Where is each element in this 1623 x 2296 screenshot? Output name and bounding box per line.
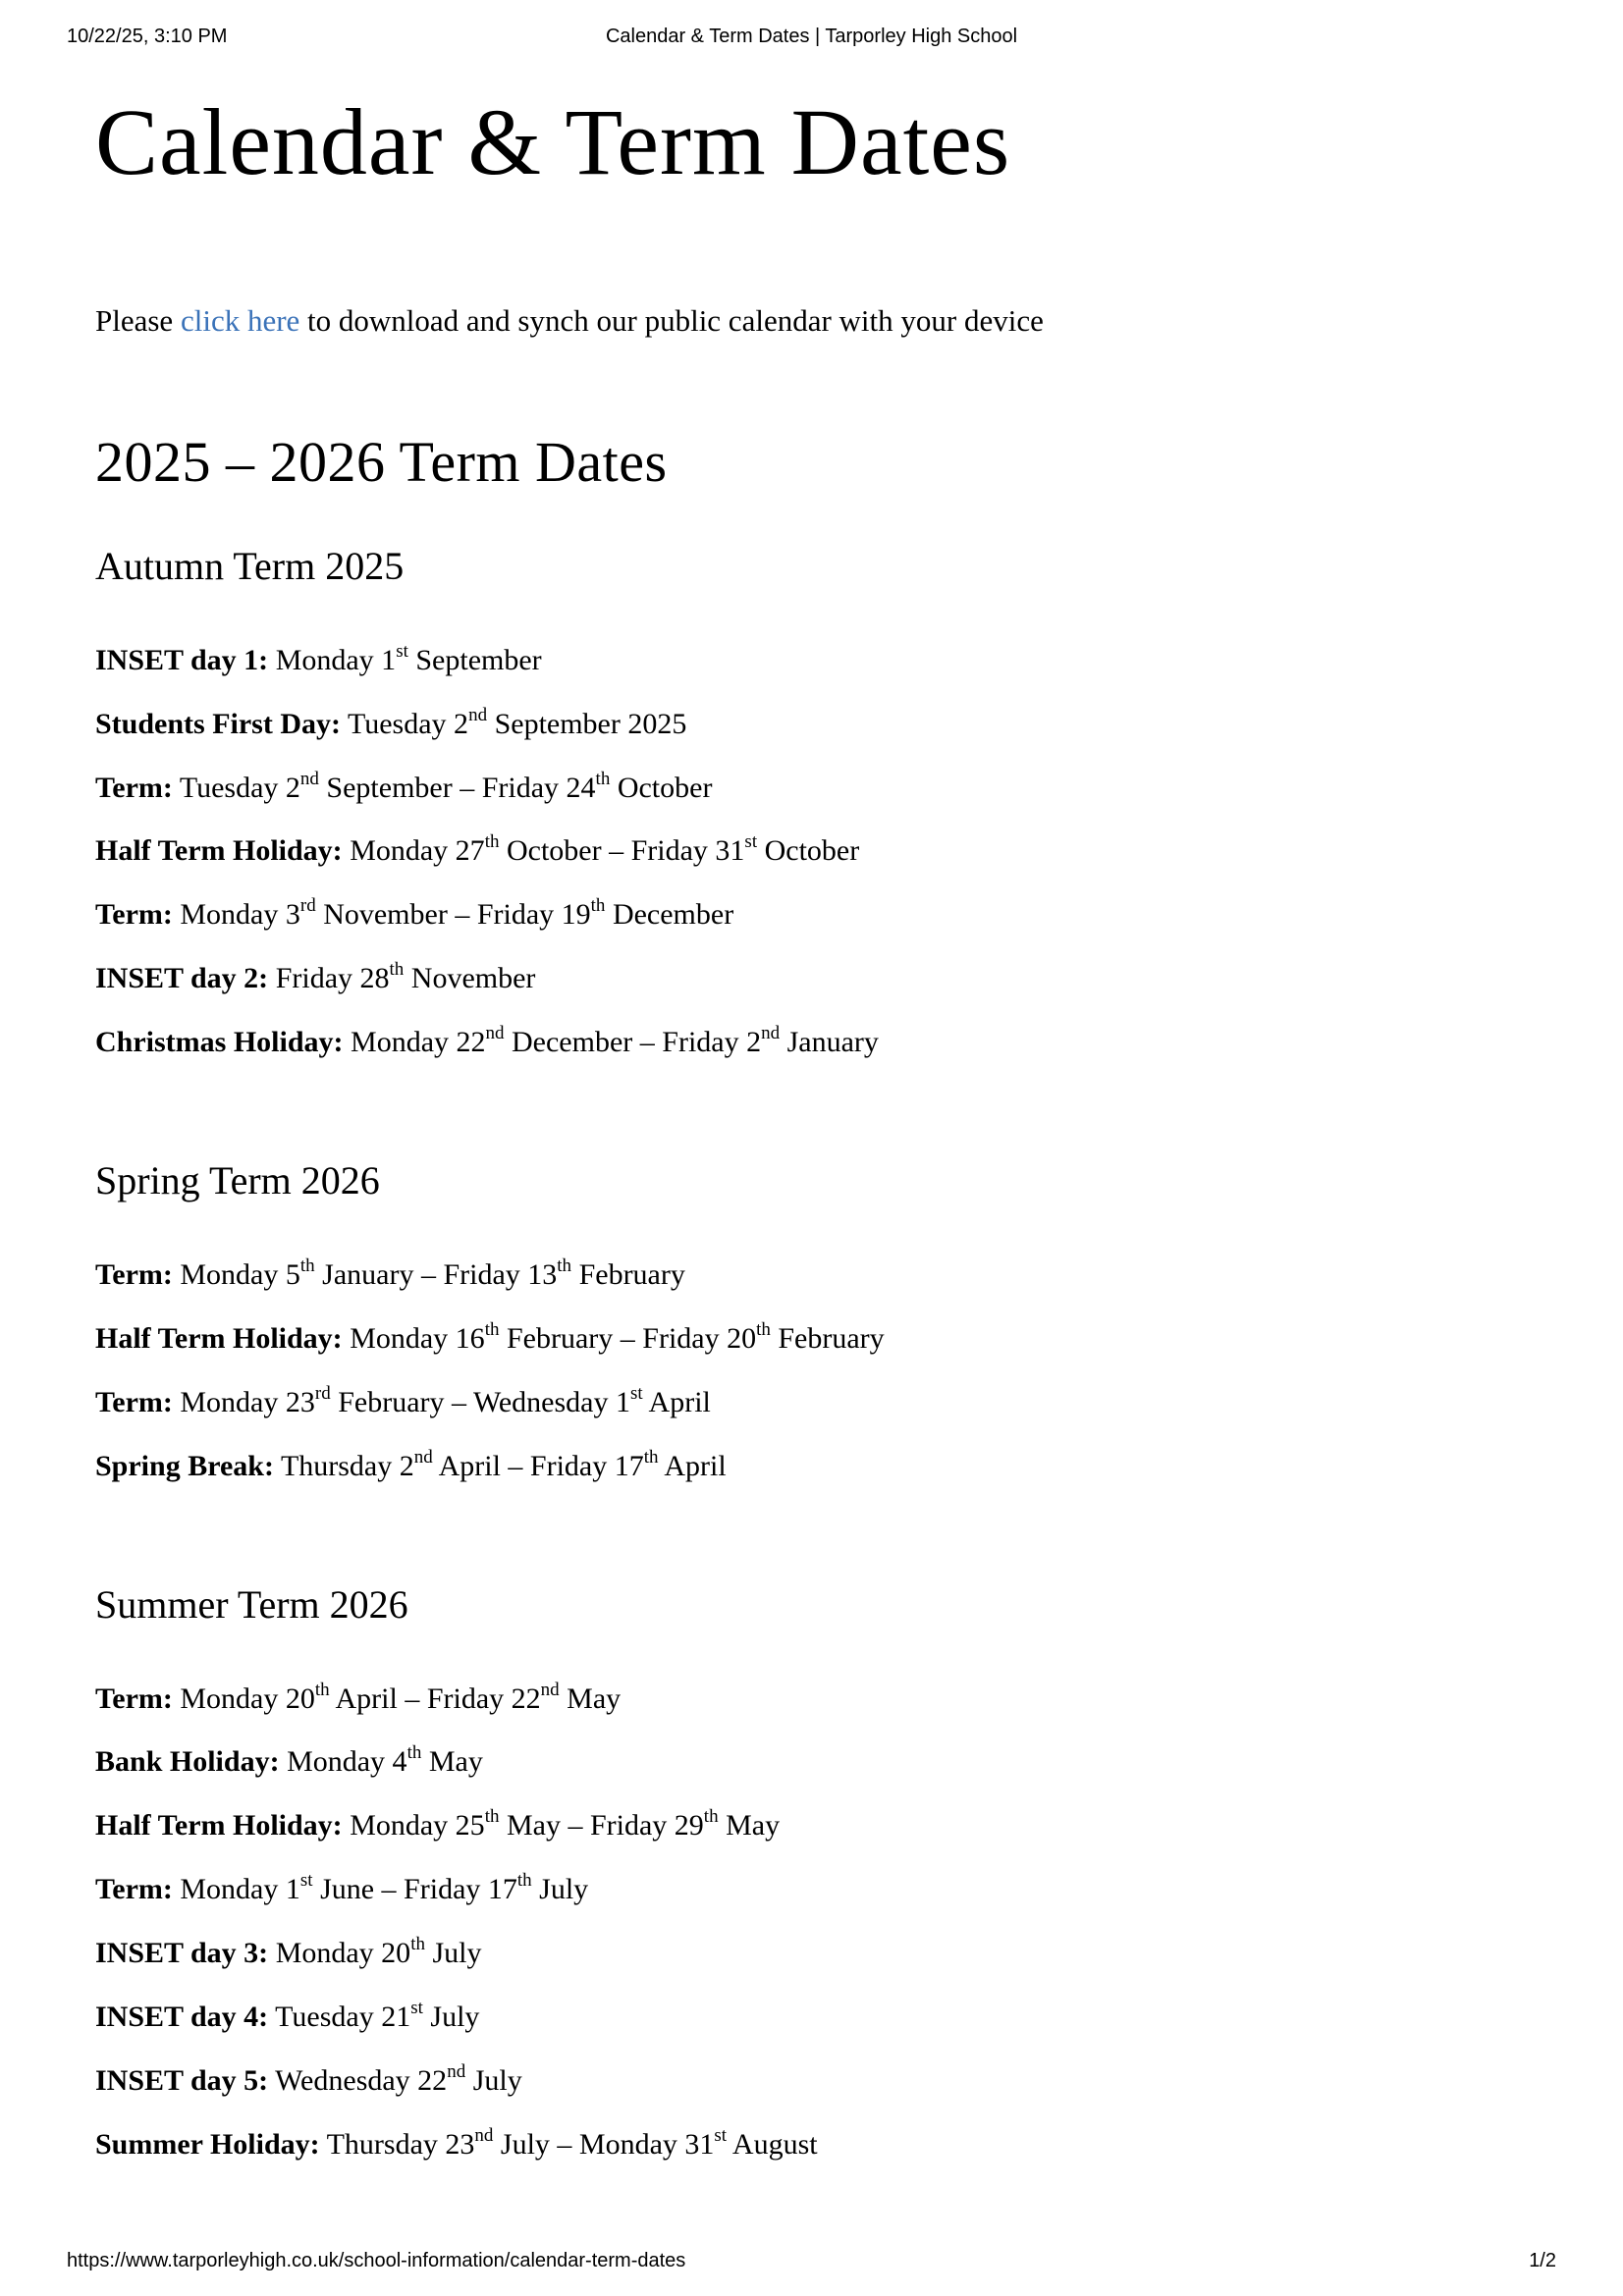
entry-label: Bank Holiday: — [95, 1745, 280, 1779]
footer-url: https://www.tarporleyhigh.co.uk/school-information/calendar-term-dates — [67, 2250, 686, 2271]
term-entry — [95, 959, 1528, 998]
ordinal-suffix: st — [630, 1382, 643, 1404]
entry-text: February — [770, 1321, 885, 1355]
entry-text: September 2025 — [487, 707, 687, 740]
entry-text: Monday 4 — [279, 1745, 407, 1779]
term-entry — [95, 1742, 1528, 1782]
term-entry — [95, 1319, 1528, 1359]
ordinal-suffix: nd — [474, 2124, 494, 2146]
term-section — [95, 1155, 1528, 1486]
intro-paragraph — [95, 299, 1528, 342]
entry-text: April — [658, 1449, 727, 1482]
entry-label: INSET day 2: — [95, 962, 269, 995]
entry-text: Monday 16 — [342, 1321, 485, 1355]
intro-text-after: to download and synch our public calendar with your device — [299, 303, 1044, 338]
entry-text: October — [610, 771, 713, 804]
entry-text: January — [780, 1026, 879, 1059]
entry-text: Monday 5 — [172, 1258, 300, 1292]
entry-text: October – Friday 31 — [499, 834, 745, 868]
ordinal-suffix: th — [406, 1742, 422, 1764]
entry-text: October — [757, 834, 860, 868]
ordinal-suffix: st — [410, 1998, 423, 2019]
term-entry — [95, 1383, 1528, 1422]
entry-text: December – Friday 2 — [504, 1026, 762, 1059]
entry-text: Monday 20 — [172, 1682, 315, 1715]
term-entry — [95, 1934, 1528, 1973]
entry-label: Term: — [95, 1682, 173, 1715]
ordinal-suffix: st — [396, 640, 408, 662]
entry-text: February – Friday 20 — [499, 1321, 757, 1355]
term-section — [95, 1579, 1528, 2164]
entry-label: INSET day 4: — [95, 2001, 269, 2034]
entry-text: September — [407, 643, 542, 676]
term-heading: Autumn Term 2025 — [95, 543, 405, 588]
term-entry — [95, 1806, 1528, 1845]
ordinal-suffix: th — [703, 1806, 719, 1828]
ordinal-suffix: st — [714, 2124, 728, 2146]
term-sections — [95, 541, 1528, 2164]
entry-text: December — [605, 898, 734, 932]
ordinal-suffix: th — [314, 1679, 330, 1700]
page-title: Calendar & Term Dates — [95, 89, 1011, 194]
entry-label: Term: — [95, 1873, 173, 1906]
entry-text: November – Friday 19 — [315, 898, 591, 932]
entry-text: May — [559, 1682, 622, 1715]
ordinal-suffix: th — [484, 1806, 500, 1828]
entry-text: Thursday 2 — [273, 1449, 414, 1482]
entry-text: August — [727, 2127, 818, 2161]
entry-text: Friday 28 — [268, 962, 390, 995]
ordinal-suffix: nd — [299, 768, 319, 789]
entry-label: Students First Day: — [95, 707, 342, 740]
ordinal-suffix: nd — [447, 2060, 466, 2082]
entry-label: Half Term Holiday: — [95, 834, 343, 868]
term-entry — [95, 2125, 1528, 2164]
entry-text: April – Friday 17 — [432, 1449, 644, 1482]
ordinal-suffix: rd — [299, 895, 316, 917]
ordinal-suffix: nd — [468, 704, 488, 725]
entry-text: November — [404, 962, 536, 995]
entry-text: July — [531, 1873, 589, 1906]
ordinal-suffix: th — [299, 1255, 315, 1277]
footer-page-indicator: 1/2 — [1529, 2250, 1556, 2271]
term-entry — [95, 1255, 1528, 1295]
entry-text: Tuesday 2 — [172, 771, 300, 804]
print-doc-title: Calendar & Term Dates | Tarporley High School — [605, 26, 1018, 47]
entry-text: July — [424, 1937, 482, 1970]
entry-text: July – Monday 31 — [493, 2127, 715, 2161]
print-timestamp: 10/22/25, 3:10 PM — [67, 26, 228, 47]
entry-text: June – Friday 17 — [312, 1873, 517, 1906]
term-entry — [95, 1870, 1528, 1909]
entry-text: July — [422, 2001, 480, 2034]
term-section — [95, 541, 1528, 1062]
ordinal-suffix: st — [299, 1870, 313, 1892]
ordinal-suffix: th — [484, 1318, 500, 1340]
entry-text: January – Friday 13 — [314, 1258, 558, 1292]
ordinal-suffix: st — [744, 831, 758, 853]
term-entry — [95, 769, 1528, 808]
term-entry — [95, 895, 1528, 934]
entry-label: Term: — [95, 1258, 173, 1292]
entry-text: February — [571, 1258, 685, 1292]
entry-label: INSET day 1: — [95, 643, 269, 676]
ordinal-suffix: th — [595, 768, 611, 789]
entry-text: Wednesday 22 — [268, 2063, 448, 2097]
entry-label: Summer Holiday: — [95, 2127, 320, 2161]
ordinal-suffix: nd — [540, 1679, 560, 1700]
term-entry — [95, 1998, 1528, 2037]
entry-text: Monday 1 — [172, 1873, 300, 1906]
print-footer — [67, 2250, 1556, 2272]
entry-text: September – Friday 24 — [318, 771, 596, 804]
term-entry — [95, 641, 1528, 680]
ordinal-suffix: th — [756, 1318, 771, 1340]
ordinal-suffix: th — [590, 895, 606, 917]
ordinal-suffix: th — [389, 959, 405, 981]
entry-text: February – Wednesday 1 — [330, 1385, 630, 1418]
ordinal-suffix: th — [557, 1255, 572, 1277]
entry-label: Half Term Holiday: — [95, 1809, 343, 1842]
entry-label: Christmas Holiday: — [95, 1026, 344, 1059]
ordinal-suffix: rd — [314, 1382, 331, 1404]
term-entry — [95, 1447, 1528, 1486]
entry-text: May — [421, 1745, 483, 1779]
term-entry — [95, 1680, 1528, 1719]
entry-text: Monday 20 — [268, 1937, 411, 1970]
ordinal-suffix: th — [410, 1934, 425, 1955]
intro-text-before: Please — [95, 303, 181, 338]
term-entry — [95, 705, 1528, 744]
entry-text: Tuesday 21 — [268, 2001, 411, 2034]
term-heading: Spring Term 2026 — [95, 1158, 380, 1203]
ordinal-suffix: th — [643, 1446, 659, 1468]
print-header — [67, 26, 1556, 48]
entry-label: Term: — [95, 1385, 173, 1418]
term-entry — [95, 1023, 1528, 1062]
ordinal-suffix: nd — [413, 1446, 433, 1468]
entry-text: April – Friday 22 — [329, 1682, 541, 1715]
ordinal-suffix: nd — [761, 1023, 781, 1044]
entry-label: Spring Break: — [95, 1449, 274, 1482]
entry-text: Monday 3 — [172, 898, 300, 932]
entry-text: May – Friday 29 — [499, 1809, 704, 1842]
ordinal-suffix: nd — [485, 1023, 505, 1044]
entry-text: Tuesday 2 — [341, 707, 469, 740]
term-heading: Summer Term 2026 — [95, 1581, 408, 1627]
entry-text: April — [642, 1385, 711, 1418]
ordinal-suffix: th — [516, 1870, 532, 1892]
entry-text: Monday 27 — [342, 834, 485, 868]
term-entry — [95, 2061, 1528, 2101]
intro-link[interactable]: click here — [180, 303, 300, 338]
ordinal-suffix: th — [484, 831, 500, 853]
entry-text: July — [465, 2063, 522, 2097]
entry-label: Term: — [95, 771, 173, 804]
entry-label: INSET day 3: — [95, 1937, 269, 1970]
entry-label: Term: — [95, 898, 173, 932]
entry-label: INSET day 5: — [95, 2063, 269, 2097]
entry-text: May — [718, 1809, 781, 1842]
entry-label: Half Term Holiday: — [95, 1321, 343, 1355]
term-entry — [95, 831, 1528, 871]
entry-text: Monday 25 — [342, 1809, 485, 1842]
entry-text: Thursday 23 — [319, 2127, 475, 2161]
entry-text: Monday 22 — [343, 1026, 486, 1059]
section-title: 2025 – 2026 Term Dates — [95, 430, 668, 495]
entry-text: Monday 1 — [268, 643, 397, 676]
entry-text: Monday 23 — [172, 1385, 315, 1418]
